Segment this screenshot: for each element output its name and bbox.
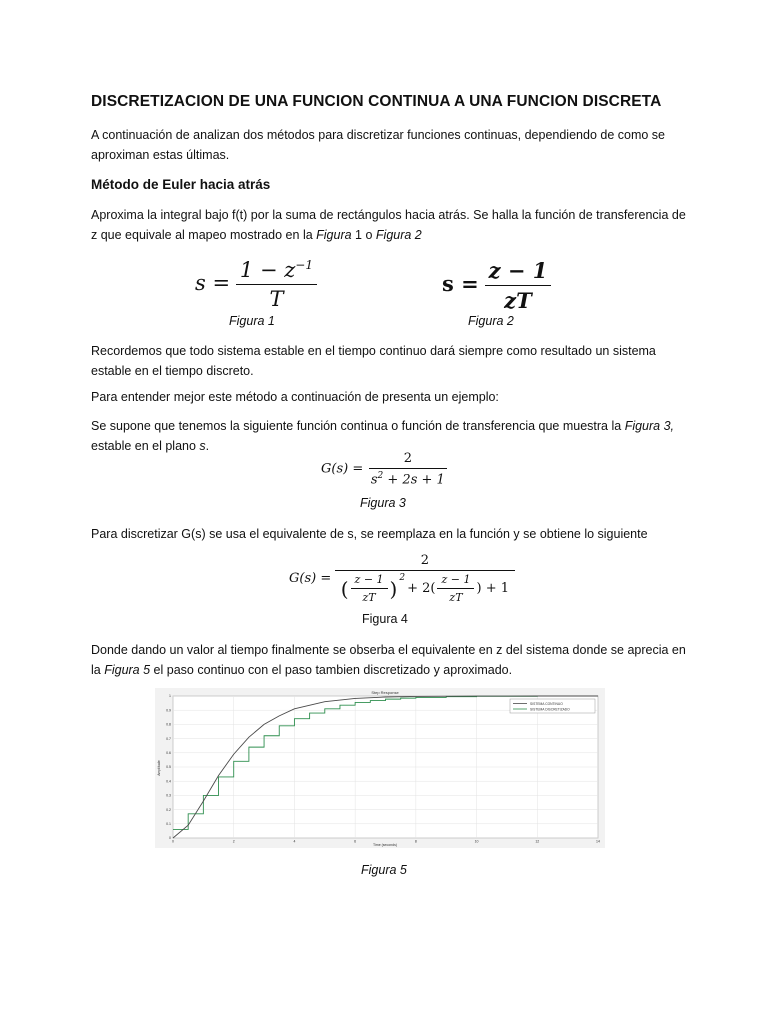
equation-fraction [367, 451, 449, 487]
exponent: 2 [399, 573, 406, 583]
equation-lhs: s = [442, 271, 479, 297]
chart-legend [510, 699, 595, 713]
figure-reference: Figura 5 [104, 663, 151, 677]
equation-denominator: zT [504, 288, 532, 313]
x-tick-label: 0 [172, 839, 174, 844]
denominator-text: ) + 1 [476, 581, 509, 596]
equation-numerator: 2 [369, 451, 447, 469]
chart-xlabel: Time (seconds) [373, 843, 397, 847]
y-tick-label: 0.4 [166, 779, 171, 784]
y-tick-label: 0 [169, 836, 171, 841]
denominator-text: + 2s + 1 [383, 472, 445, 488]
text-segment: . [205, 439, 210, 453]
equation-figura-4 [289, 553, 515, 604]
equation-denominator [367, 469, 449, 487]
text-segment: 1 o [351, 228, 376, 242]
inner-denominator: zT [362, 591, 376, 604]
inner-numerator: z − 1 [351, 573, 388, 589]
equation-fraction [236, 258, 317, 311]
inner-fraction [351, 573, 388, 604]
caption-figura-2: Figura 2 [468, 314, 514, 328]
y-tick-label: 0.7 [166, 736, 171, 741]
y-tick-label: 0.1 [166, 822, 171, 826]
inner-denominator: zT [449, 591, 463, 604]
equation-fraction [335, 553, 515, 604]
section-heading: Método de Euler hacia atrás [91, 177, 271, 192]
step-response-chart [155, 688, 605, 848]
y-tick-label: 0.3 [166, 793, 171, 798]
equation-numerator: z − 1 [485, 258, 552, 286]
intro-paragraph: A continuación de analizan dos métodos para discretizar funciones continuas, dependiendo de como se aproximan estas últimas. [91, 128, 665, 162]
y-tick-label: 1 [169, 694, 171, 699]
figure-reference: Figura [316, 228, 352, 242]
y-tick-label: 0.6 [166, 751, 171, 755]
equation-lhs: G(s) = [321, 461, 364, 477]
equation-figura-3 [321, 451, 449, 487]
equation-numerator [236, 258, 317, 285]
chart-title: Step Response [371, 690, 399, 695]
equation-numerator: 2 [335, 553, 515, 571]
paragraph-stability: Recordemos que todo sistema estable en el tiempo continuo dará siempre como resultado un sistema estable en el tiempo discreto. [91, 344, 656, 378]
exponent: −1 [295, 258, 313, 272]
caption-figura-4: Figura 4 [362, 612, 408, 626]
figure-reference: Figura 2 [375, 228, 422, 242]
paragraph-result [91, 640, 691, 680]
plane-symbol: s [199, 439, 206, 453]
paragraph-discretize: Para discretizar G(s) se usa el equivalente de s, se reemplaza en la función y se obtiene lo siguiente [91, 527, 648, 541]
equation-denominator [337, 571, 513, 604]
y-tick-label: 0.8 [166, 722, 171, 727]
text-segment: Donde dando un valor al tiempo finalmente se obserba el equivalente en z del sistema donde se aprecia en la [91, 643, 686, 677]
caption-figura-5: Figura 5 [361, 863, 407, 877]
y-tick-label: 0.2 [166, 807, 171, 812]
paragraph-method [91, 205, 691, 245]
x-tick-label: 6 [354, 839, 357, 844]
y-tick-label: 0.5 [166, 765, 171, 770]
x-tick-label: 14 [596, 839, 600, 844]
denominator-text: s [370, 472, 378, 488]
legend-label-continuous: SISTEMA CONTINUO [530, 702, 563, 706]
equation-figura-2 [442, 258, 551, 313]
equation-lhs: s = [195, 271, 231, 296]
x-tick-label: 12 [535, 839, 540, 844]
caption-figura-3: Figura 3 [360, 496, 406, 510]
x-tick-label: 4 [293, 839, 296, 844]
paragraph-example-intro: Para entender mejor este método a continuación de presenta un ejemplo: [91, 390, 499, 404]
text-segment: estable en el plano [91, 439, 200, 453]
equation-denominator: T [269, 287, 284, 311]
exponent: 2 [377, 471, 384, 481]
paren-open: ( [340, 576, 349, 601]
equation-figura-1 [195, 258, 317, 311]
chart-ylabel: Amplitude [157, 760, 161, 776]
equation-fraction [485, 258, 552, 313]
text-segment: Aproxima la integral bajo f(t) por la suma de rectángulos hacia atrás. Se halla la función de transferencia de z que equivale al mapeo mostrado en la [91, 208, 686, 242]
inner-fraction [437, 573, 474, 604]
denominator-text: + 2( [407, 581, 436, 596]
numerator-text: 1 − z [239, 258, 296, 282]
text-segment: Se supone que tenemos la siguiente función continua o función de transferencia que muestra la [91, 419, 625, 433]
page-title: DISCRETIZACION DE UNA FUNCION CONTINUA A UNA FUNCION DISCRETA [91, 93, 662, 110]
caption-figura-1: Figura 1 [229, 314, 275, 328]
x-tick-label: 2 [232, 839, 235, 844]
figure-reference: Figura 3, [624, 419, 675, 433]
y-tick-label: 0.9 [166, 708, 171, 713]
paragraph-continuous-function [91, 416, 691, 456]
equation-lhs: G(s) = [289, 570, 332, 586]
legend-label-discrete: SISTEMA DISCRETIZADO [530, 707, 570, 712]
x-tick-label: 10 [474, 839, 479, 844]
paren-close: ) [389, 576, 398, 601]
inner-numerator: z − 1 [437, 573, 474, 589]
text-segment: el paso continuo con el paso tambien discretizado y aproximado. [150, 663, 513, 677]
x-tick-label: 8 [414, 839, 417, 844]
